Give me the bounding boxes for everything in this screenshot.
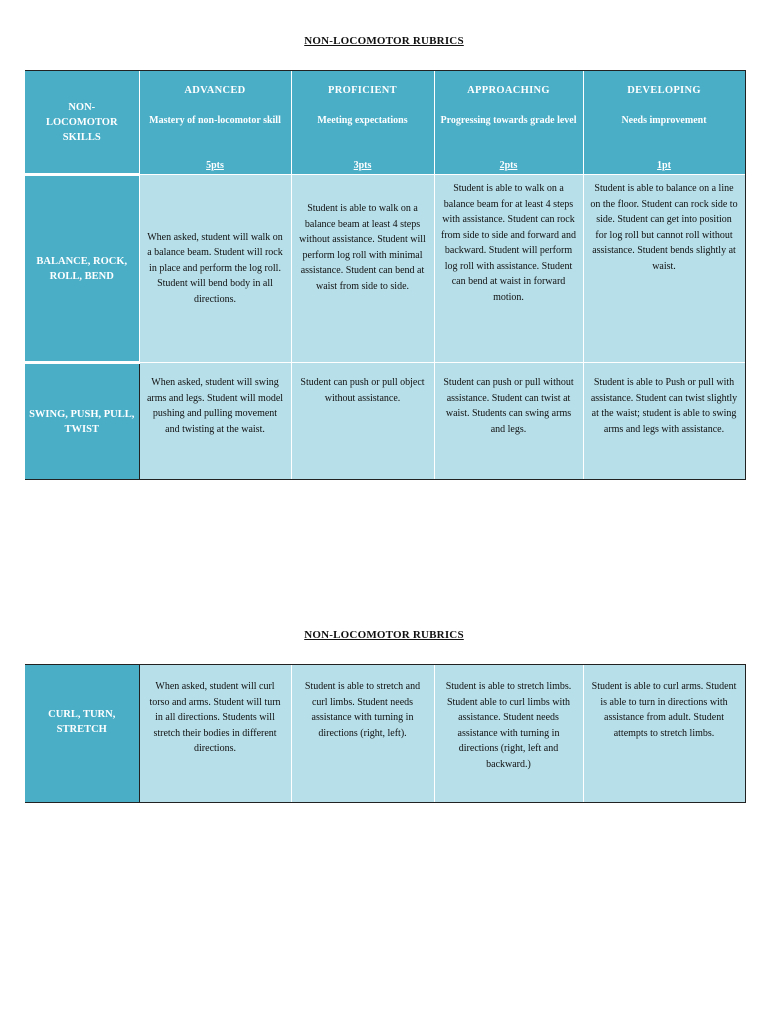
page-title-repeat: NON-LOCOMOTOR RUBRICS: [304, 629, 464, 641]
level-name: PROFICIENT: [328, 85, 397, 96]
level-header-developing: [583, 71, 745, 175]
skill-label: CURL, TURN, STRETCH: [25, 665, 139, 803]
level-points: 1pt: [657, 159, 671, 171]
corner-header: [25, 71, 139, 175]
level-name: APPROACHING: [467, 85, 550, 96]
rubric-cell: When asked, student will swing arms and legs. Student will model pushing and pulling movement and twisting at the waist.: [139, 363, 291, 480]
level-name: ADVANCED: [184, 85, 246, 96]
rubric-cell: Student can push or pull object without assistance.: [291, 363, 434, 480]
skill-label: BALANCE, ROCK, ROLL, BEND: [25, 175, 139, 363]
level-description: Meeting expectations: [317, 114, 408, 126]
rubric-cell: Student can push or pull without assistance. Student can twist at waist. Students can swing arms and legs.: [434, 363, 583, 480]
level-header-proficient: [291, 71, 434, 175]
level-description: Needs improvement: [621, 114, 707, 126]
rubric-cell: Student is able to Push or pull with assistance. Student can twist slightly at the waist; student is able to swing arms and legs with assistance.: [583, 363, 745, 480]
rubric-cell: When asked, student will walk on a balance beam. Student will rock in place and perform the log roll. Student will bend body in all directions.: [139, 175, 291, 363]
rubric-cell: Student is able to stretch and curl limbs. Student needs assistance with turning in directions (right, left).: [291, 665, 434, 803]
level-points: 3pts: [353, 159, 372, 171]
level-header-approaching: [434, 71, 583, 175]
level-header-advanced: [139, 71, 291, 175]
rubric-table-continued: [25, 664, 746, 803]
level-description: Progressing towards grade level: [440, 114, 577, 126]
rubric-cell: Student is able to walk on a balance beam at least 4 steps without assistance. Student will perform log roll with minimal assistance. Student can bend at waist from side to side.: [291, 175, 434, 363]
level-points: 5pts: [206, 159, 224, 171]
level-name: DEVELOPING: [627, 85, 701, 96]
level-description: Mastery of non-locomotor skill: [149, 114, 281, 126]
level-points: 2pts: [499, 159, 518, 171]
rubric-cell: Student is able to stretch limbs. Student able to curl limbs with assistance. Student needs assistance with turning in directions (right, left and backward.): [434, 665, 583, 803]
rubric-cell: Student is able to walk on a balance beam for at least 4 steps with assistance. Student can rock from side to side and forward and backward. Student will perform log roll with assistance. Student can bend at waist in forward motion.: [434, 175, 583, 363]
rubric-cell: Student is able to balance on a line on the floor. Student can rock side to side. Student can get into position for log roll but cannot roll without assistance. Student bends slightly at waist.: [583, 175, 745, 363]
rubric-cell: Student is able to curl arms. Student is able to turn in directions with assistance from adult. Student attempts to stretch limbs.: [583, 665, 745, 803]
page-title: NON-LOCOMOTOR RUBRICS: [304, 35, 464, 47]
rubric-cell: When asked, student will curl torso and arms. Student will turn in all directions. Students will stretch their bodies in different directions.: [139, 665, 291, 803]
skill-label: SWING, PUSH, PULL, TWIST: [25, 363, 139, 480]
rubric-table: [25, 70, 746, 480]
corner-label: NON- LOCOMOTOR SKILLS: [45, 101, 118, 143]
